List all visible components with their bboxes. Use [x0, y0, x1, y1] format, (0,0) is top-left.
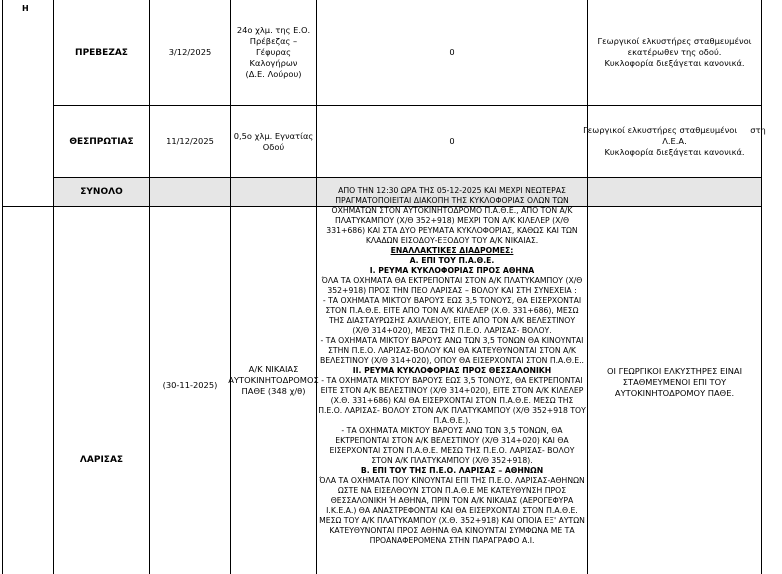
measures-line: ΠΡΑΓΜΑΤΟΠΟΙΕΙΤΑΙ ΔΙΑΚΟΠΗ ΤΗΣ ΚΥΚΛΟΦΟΡΙΑΣ ΟΛΩΝ ΤΩΝ: [335, 196, 569, 205]
region-name: ΛΑΡΙΣΑΣ: [79, 455, 124, 465]
measures-line: ΟΧΗΜΑΤΩΝ ΣΤΟΝ ΑΥΤΟΚΙΝΗΤΟΔΡΟΜΟ Π.Α.Θ.Ε., ΑΠΟ ΤΟΝ Α/Κ: [331, 206, 573, 215]
notes-line: Κυκλοφορία διεξάγεται κανονικά.: [604, 58, 745, 68]
measures-line: Π.Ε.Ο. ΛΑΡΙΣΑΣ- ΒΟΛΟΥ ΣΤΟΝ Α/Κ ΠΛΑΤΥΚΑΜΠΟΥ (Χ/Θ 352+918 ΤΟΥ: [318, 406, 586, 415]
notes-line: Κυκλοφορία διεξάγεται κανονικά.: [604, 147, 745, 157]
notes-line: ΟΙ ΓΕΩΡΓΙΚΟΙ ΕΛΚΥΣΤΗΡΕΣ ΕΙΝΑΙ: [606, 365, 743, 376]
measures-line: ΠΛΑΤΥΚΑΜΠΟΥ (Χ/Θ 352+918) ΜΕΧΡΙ ΤΟΝ Α/Κ ΚΙΛΕΛΕΡ (Χ/Θ: [334, 216, 570, 225]
notes: [583, 106, 766, 177]
measures-line: ΌΛΑ ΤΑ ΟΧΗΜΑΤΑ ΘΑ ΕΚΤΡΕΠΟΝΤΑΙ ΣΤΟΝ Α/Κ ΠΛΑΤΥΚΑΜΠΟΥ (Χ/Θ: [321, 276, 583, 285]
location-line: Α/Κ ΝΙΚΑΙΑΣ: [248, 363, 299, 374]
location: [228, 355, 319, 405]
location: [231, 0, 316, 105]
notes-line: Λ.Ε.Α.: [662, 136, 687, 146]
measures-line: - ΤΑ ΟΧΗΜΑΤΑ ΜΙΚΤΟΥ ΒΑΡΟΥΣ ΕΩΣ 3,5 ΤΟΝΟΥΣ, ΘΑ ΕΙΣΕΡΧΟΝΤΑΙ: [322, 296, 582, 305]
measures-line: ΣΤΟΝ Π.Α.Θ.Ε. ΕΙΤΕ ΑΠΟ ΤΟΝ Α/Κ ΚΙΛΕΛΕΡ (Χ.Θ. 331+686), ΜΕΣΩ: [325, 306, 579, 315]
location-line: 0,5ο χλμ. Εγνατίας: [233, 130, 314, 141]
measures-line: - ΤΑ ΟΧΗΜΑΤΑ ΜΙΚΤΟΥ ΒΑΡΟΥΣ ΑΝΩ ΤΩΝ 3,5 ΤΟΝΩΝ, ΘΑ: [341, 426, 563, 435]
notes-line: ΣΤΑΘΜΕΥΜΕΝΟΙ ΕΠΙ ΤΟΥ: [622, 376, 727, 387]
traffic-measures: 0: [449, 47, 455, 57]
region-name: ΘΕΣΠΡΩΤΙΑΣ: [69, 136, 134, 147]
location: [231, 106, 316, 177]
measures-line: Π.Α.Θ.Ε.).: [433, 416, 471, 425]
measures-line: ΕΚΤΡΕΠΟΝΤΑΙ ΣΤΟΝ Α/Κ ΒΕΛΕΣΤΙΝΟΥ (Χ/Θ 314+020) ΚΑΙ ΘΑ: [335, 436, 569, 445]
measures-line: ΌΛΑ ΤΑ ΟΧΗΜΑΤΑ ΠΟΥ ΚΙΝΟΥΝΤΑΙ ΕΠΙ ΤΗΣ Π.Ε.Ο. ΛΑΡΙΣΑΣ-ΑΘΗΝΩΝ: [319, 476, 585, 485]
measures-line: ΣΤΟΝ Α/Κ ΠΛΑΤΥΚΑΜΠΟΥ (Χ/Θ 352+918).: [371, 456, 533, 465]
location-line: Καλογήρων: [249, 58, 298, 68]
notes-line: ΑΥΤΟΚΙΝΗΤΟΔΡΟΜΟΥ ΠΑΘΕ.: [614, 387, 735, 398]
measures-line: ΚΛΑΔΩΝ ΕΙΣΟΔΟΥ-ΕΞΟΔΟΥ ΤΟΥ Α/Κ ΝΙΚΑΙΑΣ.: [365, 236, 539, 245]
measures-line: (Χ.Θ. 331+686) ΚΑΙ ΘΑ ΕΙΣΕΡΧΟΝΤΑΙ ΣΤΟΝ Π.Α.Θ.Ε. ΜΕΣΩ ΤΗΣ: [330, 396, 574, 405]
measures-line: ΕΙΤΕ ΣΤΟΝ Α/Κ ΒΕΛΕΣΤΙΝΟΥ (Χ/Θ 314+020), ΕΙΤΕ ΣΤΟΝ Α/Κ ΚΙΛΕΛΕΡ: [320, 386, 584, 395]
measures-line: ΑΠΟ ΤΗΝ 12:30 ΩΡΑ ΤΗΣ 05-12-2025 ΚΑΙ ΜΕΧΡΙ ΝΕΩΤΕΡΑΣ: [338, 186, 566, 195]
measures-line: Β. ΕΠΙ ΤΟΥ ΤΗΣ Π.Ε.Ο. ΛΑΡΙΣΑΣ – ΑΘΗΝΩΝ: [360, 466, 544, 475]
measures-line: Ι. ΡΕΥΜΑ ΚΥΚΛΟΦΟΡΙΑΣ ΠΡΟΣ ΑΘΗΝΑ: [369, 266, 535, 275]
traffic-measures: 0: [449, 136, 455, 146]
total-label: ΣΥΝΟΛΟ: [80, 187, 123, 197]
location-line: Πρέβεζας – Γέφυρας: [249, 36, 298, 57]
measures-line: - ΤΑ ΟΧΗΜΑΤΑ ΜΙΚΤΟΥ ΒΑΡΟΥΣ ΕΩΣ 3,5 ΤΟΝΟΥΣ, ΘΑ ΕΚΤΡΕΠΟΝΤΑΙ: [321, 376, 583, 385]
measures-line: ΒΕΛΕΣΤΙΝΟΥ (Χ/Θ 314+020), ΟΠΟΥ ΘΑ ΕΙΣΕΡΧΟΝΤΑΙ ΣΤΟΝ Π.Α.Θ.Ε..: [320, 356, 584, 365]
section-letter: Η: [22, 4, 29, 13]
measures-line: ΕΝΑΛΛΑΚΤΙΚΕΣ ΔΙΑΔΡΟΜΕΣ:: [390, 246, 514, 255]
notes: [588, 360, 761, 404]
measures-line: Ι.Κ.Ε.Α.) ΘΑ ΑΝΑΣΤΡΕΦΟΝΤΑΙ ΚΑΙ ΘΑ ΕΙΣΕΡΧΟΝΤΑΙ ΣΤΟΝ Π.Α.Θ.Ε.: [326, 506, 578, 515]
region-name: ΠΡΕΒΕΖΑΣ: [75, 47, 128, 58]
notes-line: Γεωργικοί ελκυστήρες σταθμευμένοι στη: [583, 125, 766, 135]
measures-line: (Χ/Θ 314+020), ΜΕΣΩ ΤΗΣ Π.Ε.Ο. ΛΑΡΙΣΑΣ- ΒΟΛΟΥ.: [352, 326, 552, 335]
measures-line: ΙΙ. ΡΕΥΜΑ ΚΥΚΛΟΦΟΡΙΑΣ ΠΡΟΣ ΘΕΣΣΑΛΟΝΙΚΗ: [352, 366, 552, 375]
traffic-measures-detour-text: [318, 186, 586, 574]
event-date: 11/12/2025: [166, 136, 214, 146]
measures-line: 331+686) ΚΑΙ ΣΤΑ ΔΥΟ ΡΕΥΜΑΤΑ ΚΥΚΛΟΦΟΡΙΑΣ, ΚΑΘΩΣ ΚΑΙ ΤΩΝ: [326, 226, 578, 235]
measures-line: ΕΙΣΕΡΧΟΝΤΑΙ ΣΤΟΝ Π.Α.Θ.Ε. ΜΕΣΩ ΤΗΣ Π.Ε.Ο. ΛΑΡΙΣΑΣ- ΒΟΛΟΥ: [329, 446, 575, 455]
measures-line: ΜΕΣΩ ΤΟΥ Α/Κ ΠΛΑΤΥΚΑΜΠΟΥ (Χ.Θ. 352+918) ΚΑΙ ΟΠΟΙΑ ΕΞ' ΑΥΤΩΝ: [319, 516, 585, 525]
measures-line: ΚΑΤΕΥΘΥΝΟΝΤΑΙ ΠΡΟΣ ΑΘΗΝΑ ΘΑ ΚΙΝΟΥΝΤΑΙ ΣΥΜΦΩΝΑ ΜΕ ΤΑ: [329, 526, 575, 535]
location-line: (Δ.Ε. Λούρου): [245, 69, 302, 79]
location-line: ΠΑΘΕ (348 χ/θ): [241, 385, 306, 396]
location-line: ΑΥΤΟΚΙΝΗΤΟΔΡΟΜΟΣ: [228, 374, 319, 385]
table-border-right: [761, 0, 762, 574]
measures-line: ΩΣΤΕ ΝΑ ΕΙΣΕΛΘΟΥΝ ΣΤΟΝ Π.Α.Θ.Ε ΜΕ ΚΑΤΕΥΘΥΝΣΗ ΠΡΟΣ: [337, 486, 567, 495]
measures-line: ΘΕΣΣΑΛΟΝΙΚΗ Ή ΑΘΗΝΑ, ΠΡΙΝ ΤΟΝ Α/Κ ΝΙΚΑΙΑΣ (ΑΕΡΟΓΕΦΥΡΑ: [330, 496, 574, 505]
row-divider: [53, 177, 762, 178]
location-line: 24ο χλμ. της Ε.Ο.: [236, 25, 311, 35]
notes: [588, 0, 761, 105]
table-border-left: [2, 0, 3, 574]
event-date: (30-11-2025): [162, 379, 218, 390]
notes-line: Γεωργικοί ελκυστήρες σταθμευμένοι: [597, 36, 752, 46]
measures-line: ΣΤΗΝ Π.Ε.Ο. ΛΑΡΙΣΑΣ-ΒΟΛΟΥ ΚΑΙ ΘΑ ΚΑΤΕΥΘΥΝΟΝΤΑΙ ΣΤΟΝ Α/Κ: [328, 346, 576, 355]
measures-line: 352+918) ΠΡΟΣ ΤΗΝ ΠΕΟ ΛΑΡΙΣΑΣ – ΒΟΛΟΥ ΚΑΙ ΣΤΗ ΣΥΝΕΧΕΙΑ :: [327, 286, 577, 295]
measures-line: Α. ΕΠΙ ΤΟΥ Π.Α.Θ.Ε.: [409, 256, 495, 265]
measures-line: ΠΡΟΑΝΑΦΕΡΟΜΕΝΑ ΣΤΗΝ ΠΑΡΑΓΡΑΦΟ Α.Ι.: [369, 536, 535, 545]
notes-line: εκατέρωθεν της οδού.: [627, 47, 722, 57]
location-line: Οδού: [262, 141, 285, 152]
measures-line: ΤΗΣ ΔΙΑΣΤΑΥΡΩΣΗΣ ΑΧΙΛΛΕΙΟΥ, ΕΙΤΕ ΑΠΟ ΤΟΝ Α/Κ ΒΕΛΕΣΤΙΝΟΥ: [328, 316, 576, 325]
event-date: 3/12/2025: [168, 47, 212, 57]
measures-line: - ΤΑ ΟΧΗΜΑΤΑ ΜΙΚΤΟΥ ΒΑΡΟΥΣ ΑΝΩ ΤΩΝ 3,5 ΤΟΝΩΝ ΘΑ ΚΙΝΟΥΝΤΑΙ: [320, 336, 584, 345]
